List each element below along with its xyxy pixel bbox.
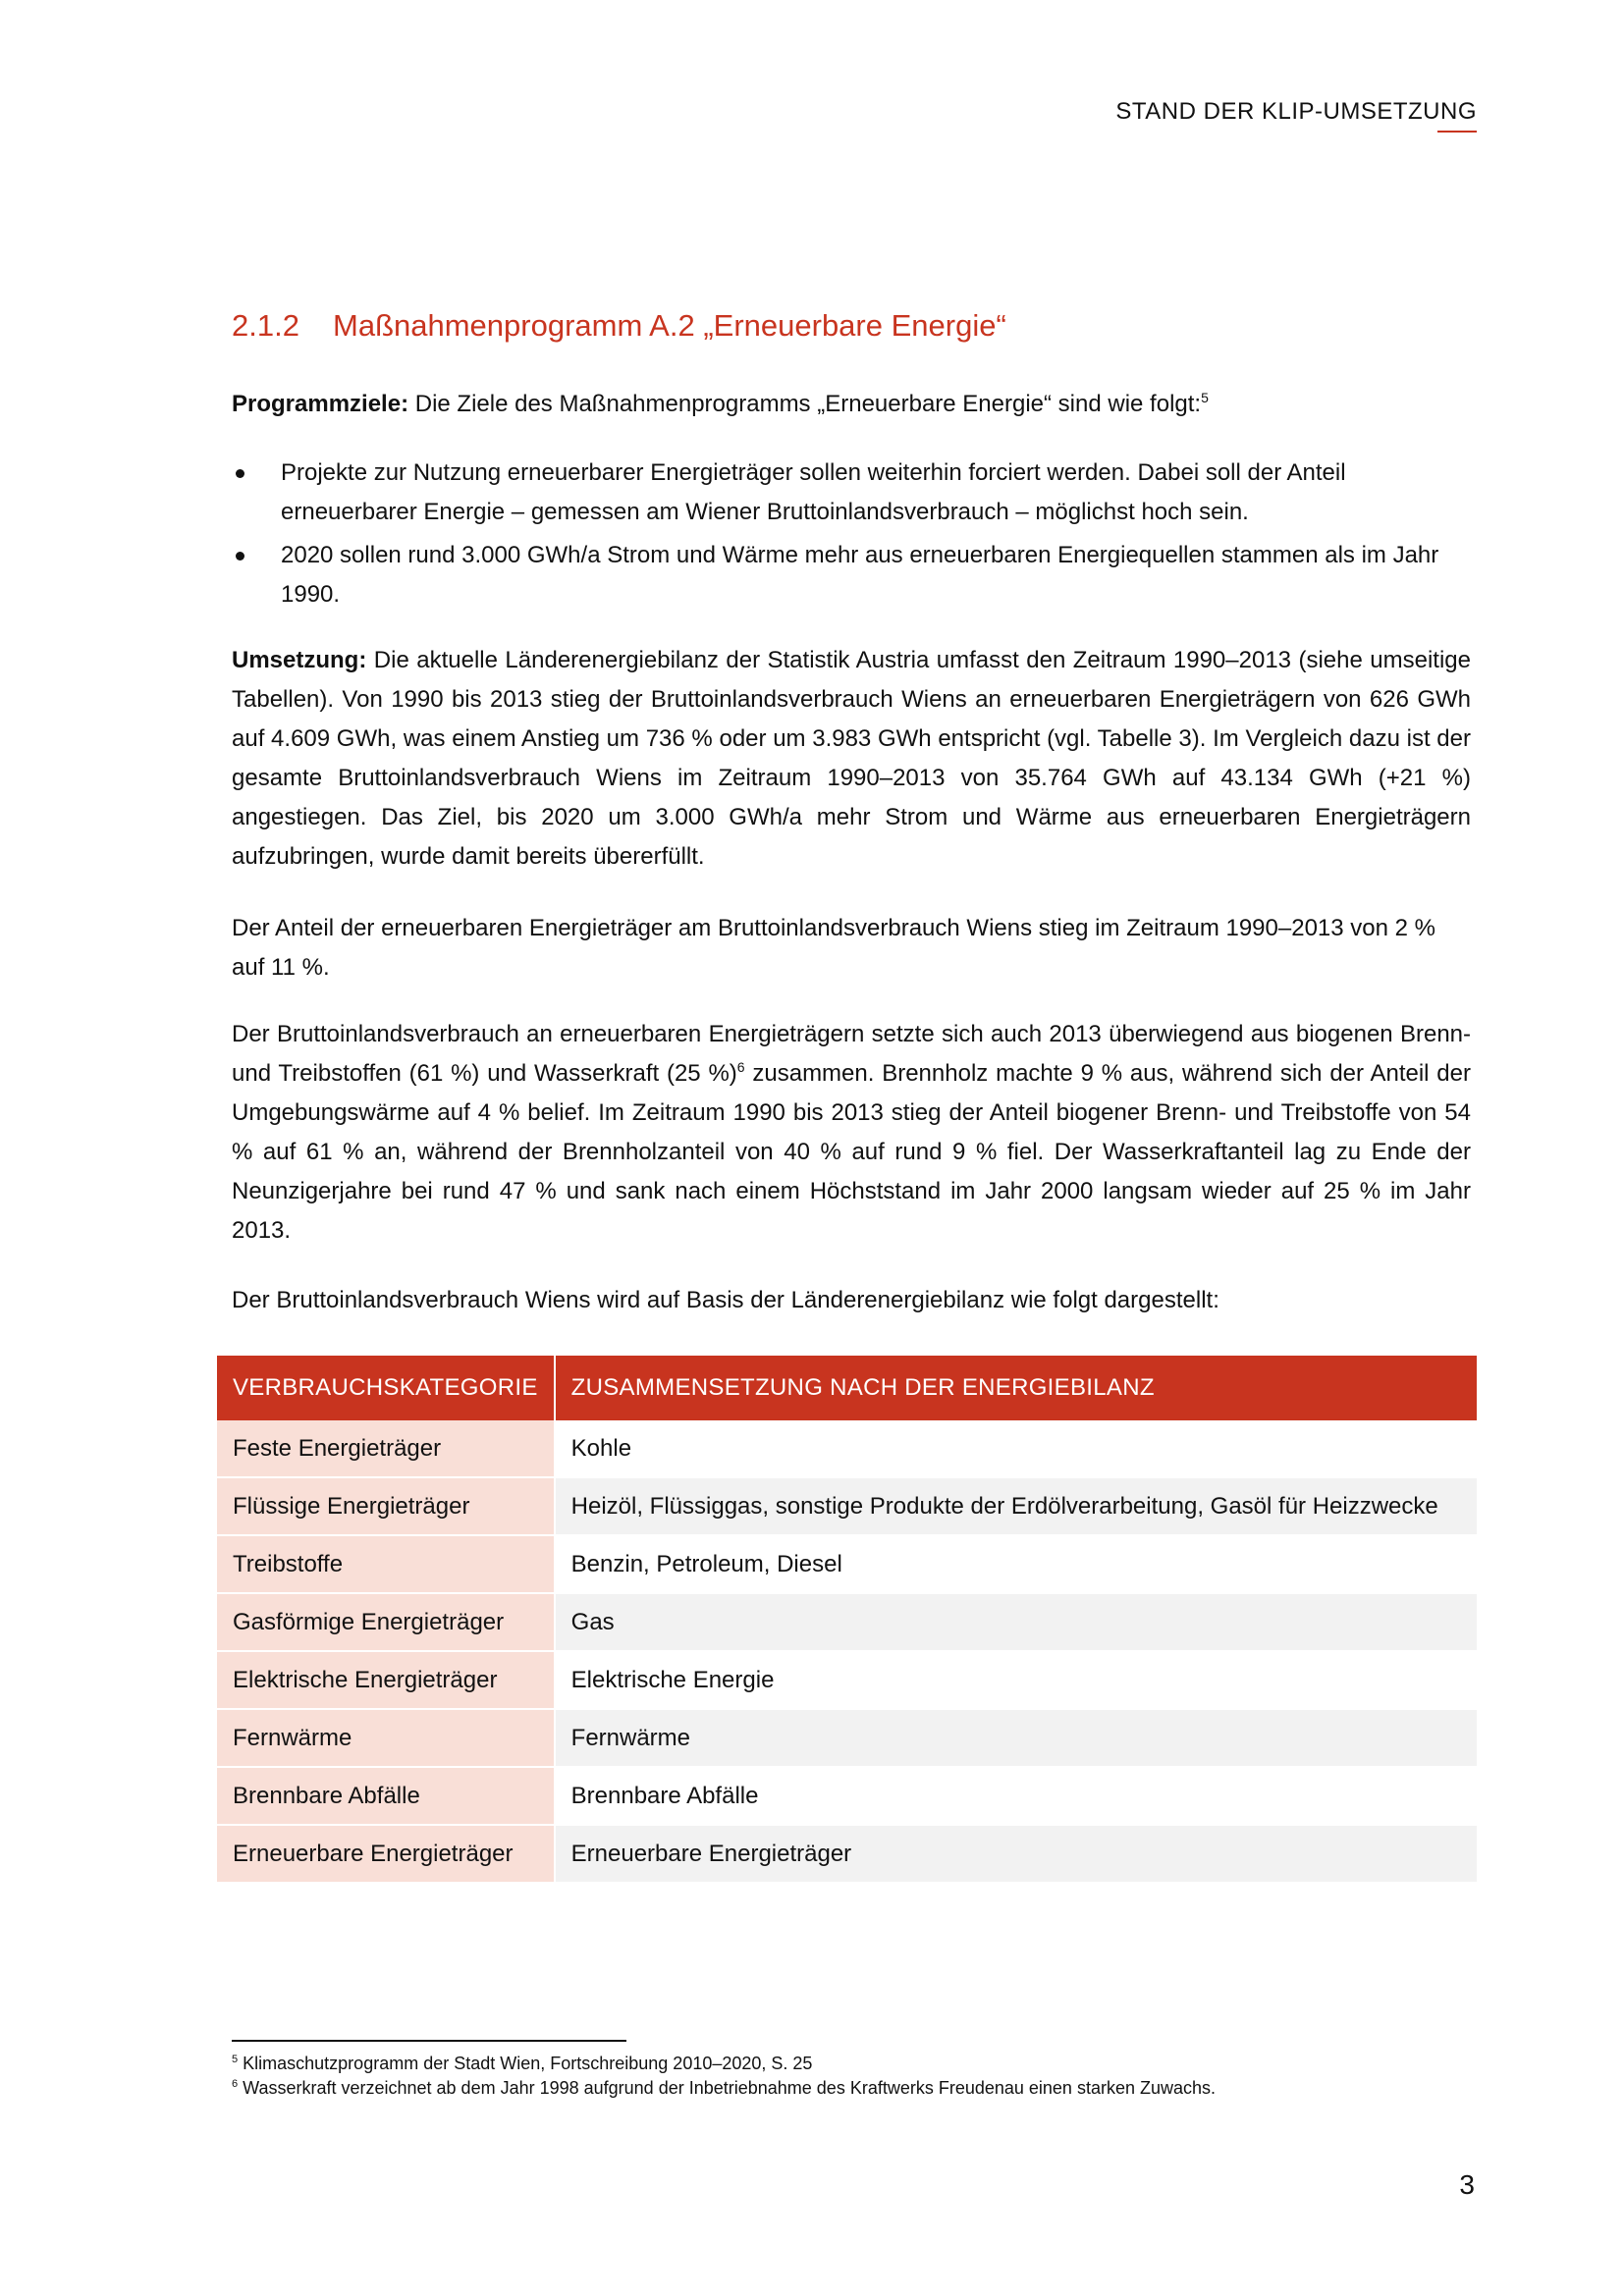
composition-cell: Heizöl, Flüssiggas, sonstige Produkte der Erdölverarbeitung, Gasöl für Heizzwecke (555, 1477, 1477, 1535)
table-row (217, 1709, 1477, 1767)
umsetzung-label: Umsetzung: (232, 647, 367, 673)
section-title (232, 308, 1006, 344)
footnote-text: Klimaschutzprogramm der Stadt Wien, Fortschreibung 2010–2020, S. 25 (243, 2054, 813, 2073)
composition-cell: Fernwärme (555, 1709, 1477, 1767)
table-row (217, 1477, 1477, 1535)
footnote-item (232, 2076, 1216, 2101)
table-row (217, 1420, 1477, 1477)
header-underline (1437, 131, 1477, 133)
table-header-row (217, 1356, 1477, 1420)
footnote-separator (232, 2040, 626, 2042)
umsetzung-text: Die aktuelle Länderenergiebilanz der Statistik Austria umfasst den Zeitraum 1990–2013 (siehe umseitige Tabellen). Von 1990 bis 2013 stieg der Bruttoinlandsverbrauch Wiens an erneuerbaren Energieträgern von 626 GWh auf 4.609 GWh, was einem Anstieg um 736 % oder um 3.983 GWh entspricht (vgl. Tabelle 3). Im Vergleich dazu ist der gesamte Bruttoinlandsverbrauch Wiens im Zeitraum 1990–2013 von 35.764 GWh auf 43.134 GWh (+21 %) angestiegen. Das Ziel, bis 2020 um 3.000 GWh/a mehr Strom und Wärme aus erneuerbaren Energieträgern aufzubringen, wurde damit bereits übererfüllt. (232, 647, 1471, 870)
consumption-category-table (217, 1356, 1477, 1884)
brutto-text-part2: zusammen. Brennholz machte 9 % aus, während sich der Anteil der Umgebungswärme auf 4 % belief. Im Zeitraum 1990 bis 2013 stieg der Anteil biogener Brenn- und Treibstoffe von 54 % auf 61 % an, während der Brennholzanteil von 40 % auf rund 9 % fiel. Der Wasserkraftanteil lag zu Ende der Neunzigerjahre bei rund 47 % und sank nach einem Höchststand im Jahr 2000 langsam wieder auf 25 % im Jahr 2013. (232, 1060, 1471, 1244)
brutto-paragraph (232, 1015, 1471, 1251)
table-row (217, 1825, 1477, 1883)
footnote-ref-6: 6 (736, 1059, 745, 1075)
footnote-number: 6 (232, 2078, 239, 2090)
category-cell: Flüssige Energieträger (217, 1477, 555, 1535)
category-cell: Feste Energieträger (217, 1420, 555, 1477)
footnote-number: 5 (232, 2054, 239, 2065)
composition-cell: Elektrische Energie (555, 1651, 1477, 1709)
footnotes (232, 2052, 1216, 2101)
running-header: STAND DER KLIP-UMSETZUNG (1115, 98, 1477, 125)
table-row (217, 1535, 1477, 1593)
footnote-ref-5: 5 (1201, 390, 1209, 405)
bullet-item (232, 454, 1471, 532)
section-title-text: Maßnahmenprogramm A.2 „Erneuerbare Energie“ (333, 308, 1006, 343)
category-cell: Brennbare Abfälle (217, 1767, 555, 1825)
goals-text: Die Ziele des Maßnahmenprogramms „Erneuerbare Energie“ sind wie folgt: (414, 391, 1202, 417)
table-row (217, 1767, 1477, 1825)
table-row (217, 1651, 1477, 1709)
bullet-icon (236, 552, 244, 561)
column-header-category: VERBRAUCHSKATEGORIE (217, 1356, 555, 1420)
category-cell: Gasförmige Energieträger (217, 1593, 555, 1651)
category-cell: Erneuerbare Energieträger (217, 1825, 555, 1883)
composition-cell: Benzin, Petroleum, Diesel (555, 1535, 1477, 1593)
bullet-icon (236, 469, 244, 478)
dargestellt-paragraph: Der Bruttoinlandsverbrauch Wiens wird auf Basis der Länderenergiebilanz wie folgt dargestellt: (232, 1287, 1219, 1313)
category-cell: Treibstoffe (217, 1535, 555, 1593)
composition-cell: Gas (555, 1593, 1477, 1651)
composition-cell: Erneuerbare Energieträger (555, 1825, 1477, 1883)
category-cell: Elektrische Energieträger (217, 1651, 555, 1709)
bullet-text: 2020 sollen rund 3.000 GWh/a Strom und Wärme mehr aus erneuerbaren Energiequellen stammen als im Jahr 1990. (281, 542, 1439, 608)
brutto-text-part1: Der Bruttoinlandsverbrauch an erneuerbaren Energieträgern setzte sich auch 2013 überwiegend aus biogenen Brenn- und Treibstoffen (61 %) und Wasserkraft (25 %) (232, 1021, 1471, 1087)
column-header-composition: ZUSAMMENSETZUNG NACH DER ENERGIEBILANZ (555, 1356, 1477, 1420)
anteil-paragraph: Der Anteil der erneuerbaren Energieträger am Bruttoinlandsverbrauch Wiens stieg im Zeitraum 1990–2013 von 2 % auf 11 %. (232, 915, 1435, 981)
goals-paragraph (232, 385, 1471, 424)
footnote-text: Wasserkraft verzeichnet ab dem Jahr 1998 aufgrund der Inbetriebnahme des Kraftwerks Freudenau einen starken Zuwachs. (243, 2078, 1217, 2098)
umsetzung-paragraph (232, 641, 1471, 877)
footnote-item (232, 2052, 1216, 2076)
goals-bullet-list (232, 454, 1471, 618)
goals-label: Programmziele: (232, 391, 409, 417)
composition-cell: Kohle (555, 1420, 1477, 1477)
page-number: 3 (1459, 2169, 1475, 2200)
table-row (217, 1593, 1477, 1651)
bullet-text: Projekte zur Nutzung erneuerbarer Energieträger sollen weiterhin forciert werden. Dabei soll der Anteil erneuerbarer Energie – gemessen am Wiener Bruttoinlandsverbrauch – möglichst hoch sein. (281, 459, 1346, 525)
category-cell: Fernwärme (217, 1709, 555, 1767)
section-number: 2.1.2 (232, 308, 299, 343)
composition-cell: Brennbare Abfälle (555, 1767, 1477, 1825)
bullet-item (232, 536, 1471, 614)
